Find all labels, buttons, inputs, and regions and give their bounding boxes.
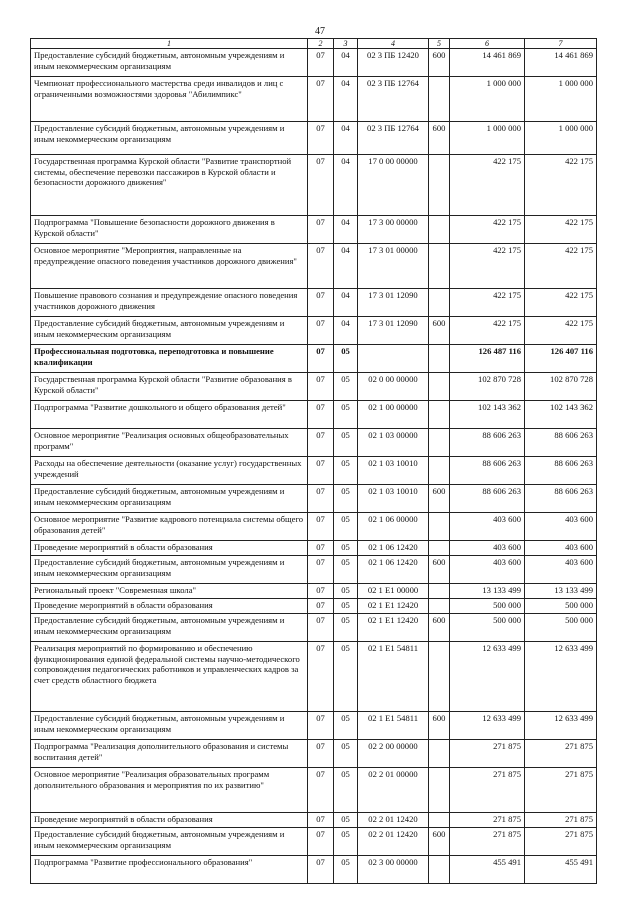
row-name: Подпрограмма "Развитие профессионального образования" — [31, 856, 308, 884]
row-expense-type: 600 — [429, 317, 450, 345]
row-target-code: 02 3 ПБ 12420 — [358, 49, 429, 77]
row-name: Предоставление субсидий бюджетным, автономным учреждениям и иным некоммерческим организациям — [31, 556, 308, 584]
row-expense-type — [429, 584, 450, 599]
column-header: 5 — [429, 39, 450, 49]
row-name: Основное мероприятие "Реализация образовательных программ дополнительного образования и мероприятия по их развитию" — [31, 768, 308, 813]
row-amount-year-1: 88 606 263 — [450, 457, 525, 485]
column-header: 6 — [450, 39, 525, 49]
row-amount-year-1: 403 600 — [450, 541, 525, 556]
row-section: 07 — [308, 345, 334, 373]
row-target-code: 17 3 00 00000 — [358, 216, 429, 244]
row-amount-year-2: 271 875 — [525, 813, 597, 828]
row-expense-type — [429, 345, 450, 373]
table-row — [31, 599, 597, 614]
row-expense-type — [429, 289, 450, 317]
row-subsection: 05 — [334, 457, 358, 485]
row-subsection: 05 — [334, 642, 358, 712]
row-section: 07 — [308, 457, 334, 485]
row-target-code: 02 1 E1 54811 — [358, 642, 429, 712]
row-section: 07 — [308, 216, 334, 244]
row-amount-year-2: 455 491 — [525, 856, 597, 884]
row-amount-year-1: 403 600 — [450, 513, 525, 541]
row-target-code: 02 1 06 12420 — [358, 556, 429, 584]
row-amount-year-2: 88 606 263 — [525, 485, 597, 513]
row-amount-year-2: 88 606 263 — [525, 429, 597, 457]
row-amount-year-2: 102 870 728 — [525, 373, 597, 401]
row-name: Предоставление субсидий бюджетным, автономным учреждениям и иным некоммерческим организациям — [31, 712, 308, 740]
row-amount-year-1: 12 633 499 — [450, 712, 525, 740]
page-number: 47 — [315, 26, 325, 37]
table-row — [31, 813, 597, 828]
row-subsection: 04 — [334, 244, 358, 289]
row-expense-type — [429, 401, 450, 429]
row-amount-year-1: 126 487 116 — [450, 345, 525, 373]
row-target-code: 02 0 00 00000 — [358, 373, 429, 401]
table-row — [31, 289, 597, 317]
row-amount-year-1: 102 870 728 — [450, 373, 525, 401]
row-amount-year-1: 422 175 — [450, 244, 525, 289]
row-section: 07 — [308, 373, 334, 401]
row-section: 07 — [308, 77, 334, 122]
row-subsection: 05 — [334, 556, 358, 584]
row-amount-year-1: 455 491 — [450, 856, 525, 884]
table-row — [31, 642, 597, 712]
row-subsection: 05 — [334, 828, 358, 856]
row-expense-type: 600 — [429, 614, 450, 642]
row-subsection: 04 — [334, 289, 358, 317]
row-subsection: 04 — [334, 122, 358, 155]
row-expense-type — [429, 599, 450, 614]
row-target-code: 02 2 00 00000 — [358, 740, 429, 768]
row-target-code: 02 2 01 00000 — [358, 768, 429, 813]
row-name: Предоставление субсидий бюджетным, автономным учреждениям и иным некоммерческим организациям — [31, 49, 308, 77]
row-section: 07 — [308, 813, 334, 828]
table-row — [31, 457, 597, 485]
row-amount-year-2: 271 875 — [525, 768, 597, 813]
row-target-code: 02 1 03 10010 — [358, 457, 429, 485]
row-name: Расходы на обеспечение деятельности (оказание услуг) государственных учреждений — [31, 457, 308, 485]
budget-table — [30, 38, 597, 884]
row-target-code: 17 3 01 00000 — [358, 244, 429, 289]
row-expense-type — [429, 513, 450, 541]
row-amount-year-2: 422 175 — [525, 216, 597, 244]
row-name: Подпрограмма "Развитие дошкольного и общего образования детей" — [31, 401, 308, 429]
row-subsection: 05 — [334, 429, 358, 457]
row-section: 07 — [308, 712, 334, 740]
row-amount-year-2: 88 606 263 — [525, 457, 597, 485]
row-target-code: 02 3 ПБ 12764 — [358, 77, 429, 122]
row-subsection: 04 — [334, 49, 358, 77]
row-subsection: 05 — [334, 614, 358, 642]
row-target-code: 02 3 00 00000 — [358, 856, 429, 884]
row-expense-type: 600 — [429, 828, 450, 856]
row-subsection: 05 — [334, 712, 358, 740]
row-subsection: 05 — [334, 584, 358, 599]
row-amount-year-2: 12 633 499 — [525, 642, 597, 712]
table-row — [31, 401, 597, 429]
row-amount-year-2: 12 633 499 — [525, 712, 597, 740]
row-name: Реализация мероприятий по формированию и обеспечению функционирования единой федеральной системы научно-методического сопровождения педагогических работников и управленческих кадров за счет средств областного бюджета — [31, 642, 308, 712]
row-section: 07 — [308, 513, 334, 541]
row-amount-year-1: 13 133 499 — [450, 584, 525, 599]
row-name: Основное мероприятие "Развитие кадрового потенциала системы общего образования детей" — [31, 513, 308, 541]
row-expense-type — [429, 740, 450, 768]
row-amount-year-1: 500 000 — [450, 599, 525, 614]
row-expense-type — [429, 541, 450, 556]
row-subsection: 04 — [334, 216, 358, 244]
table-row — [31, 345, 597, 373]
row-section: 07 — [308, 317, 334, 345]
row-expense-type — [429, 856, 450, 884]
row-name: Чемпионат профессионального мастерства среди инвалидов и лиц с ограниченными возможностями здоровья "Абилимпикс" — [31, 77, 308, 122]
row-amount-year-2: 500 000 — [525, 614, 597, 642]
row-subsection: 05 — [334, 345, 358, 373]
row-amount-year-1: 88 606 263 — [450, 485, 525, 513]
row-expense-type — [429, 813, 450, 828]
row-target-code: 02 2 01 12420 — [358, 813, 429, 828]
row-name: Проведение мероприятий в области образования — [31, 541, 308, 556]
row-section: 07 — [308, 429, 334, 457]
row-target-code: 02 1 E1 12420 — [358, 614, 429, 642]
row-section: 07 — [308, 614, 334, 642]
row-section: 07 — [308, 155, 334, 216]
table-row — [31, 740, 597, 768]
table-row — [31, 712, 597, 740]
row-section: 07 — [308, 122, 334, 155]
row-section: 07 — [308, 244, 334, 289]
row-expense-type: 600 — [429, 49, 450, 77]
row-subsection: 05 — [334, 541, 358, 556]
row-name: Профессиональная подготовка, переподготовка и повышение квалификации — [31, 345, 308, 373]
row-amount-year-1: 271 875 — [450, 740, 525, 768]
table-row — [31, 244, 597, 289]
row-name: Проведение мероприятий в области образования — [31, 813, 308, 828]
row-amount-year-1: 422 175 — [450, 216, 525, 244]
table-row — [31, 317, 597, 345]
row-name: Проведение мероприятий в области образования — [31, 599, 308, 614]
row-expense-type — [429, 77, 450, 122]
row-target-code: 02 1 E1 00000 — [358, 584, 429, 599]
table-header-row — [31, 39, 597, 49]
row-section: 07 — [308, 556, 334, 584]
row-name: Предоставление субсидий бюджетным, автономным учреждениям и иным некоммерческим организациям — [31, 317, 308, 345]
row-amount-year-2: 126 407 116 — [525, 345, 597, 373]
row-amount-year-2: 271 875 — [525, 740, 597, 768]
row-expense-type — [429, 642, 450, 712]
row-subsection: 05 — [334, 513, 358, 541]
row-target-code: 17 0 00 00000 — [358, 155, 429, 216]
row-amount-year-1: 88 606 263 — [450, 429, 525, 457]
row-amount-year-2: 1 000 000 — [525, 122, 597, 155]
row-target-code: 17 3 01 12090 — [358, 317, 429, 345]
table-row — [31, 856, 597, 884]
row-expense-type: 600 — [429, 122, 450, 155]
row-expense-type: 600 — [429, 485, 450, 513]
row-amount-year-1: 271 875 — [450, 768, 525, 813]
row-expense-type — [429, 216, 450, 244]
table-row — [31, 485, 597, 513]
row-amount-year-1: 1 000 000 — [450, 122, 525, 155]
table-row — [31, 49, 597, 77]
row-section: 07 — [308, 856, 334, 884]
row-amount-year-2: 422 175 — [525, 155, 597, 216]
row-amount-year-2: 422 175 — [525, 289, 597, 317]
row-expense-type — [429, 457, 450, 485]
row-amount-year-2: 13 133 499 — [525, 584, 597, 599]
table-body — [31, 49, 597, 884]
row-name: Предоставление субсидий бюджетным, автономным учреждениям и иным некоммерческим организациям — [31, 614, 308, 642]
table-row — [31, 373, 597, 401]
row-expense-type — [429, 768, 450, 813]
row-name: Предоставление субсидий бюджетным, автономным учреждениям и иным некоммерческим организациям — [31, 485, 308, 513]
row-target-code: 02 1 06 12420 — [358, 541, 429, 556]
row-name: Предоставление субсидий бюджетным, автономным учреждениям и иным некоммерческим организациям — [31, 828, 308, 856]
row-target-code: 02 1 E1 54811 — [358, 712, 429, 740]
row-name: Основное мероприятие "Мероприятия, направленные на предупреждение опасного поведения участников дорожного движения" — [31, 244, 308, 289]
row-amount-year-2: 271 875 — [525, 828, 597, 856]
row-subsection: 05 — [334, 373, 358, 401]
row-expense-type: 600 — [429, 556, 450, 584]
row-amount-year-2: 422 175 — [525, 244, 597, 289]
column-header: 1 — [31, 39, 308, 49]
row-target-code: 17 3 01 12090 — [358, 289, 429, 317]
row-amount-year-1: 422 175 — [450, 317, 525, 345]
table-row — [31, 828, 597, 856]
row-amount-year-2: 422 175 — [525, 317, 597, 345]
row-subsection: 05 — [334, 485, 358, 513]
table-row — [31, 155, 597, 216]
row-amount-year-2: 102 143 362 — [525, 401, 597, 429]
row-subsection: 04 — [334, 77, 358, 122]
table-row — [31, 614, 597, 642]
row-expense-type — [429, 155, 450, 216]
row-section: 07 — [308, 289, 334, 317]
row-name: Повышение правового сознания и предупреждение опасного поведения участников дорожного движения — [31, 289, 308, 317]
row-amount-year-1: 271 875 — [450, 813, 525, 828]
row-amount-year-1: 12 633 499 — [450, 642, 525, 712]
row-name: Подпрограмма "Реализация дополнительного образования и системы воспитания детей" — [31, 740, 308, 768]
row-amount-year-1: 102 143 362 — [450, 401, 525, 429]
row-target-code: 02 2 01 12420 — [358, 828, 429, 856]
row-amount-year-1: 271 875 — [450, 828, 525, 856]
row-amount-year-2: 1 000 000 — [525, 77, 597, 122]
table-row — [31, 513, 597, 541]
row-section: 07 — [308, 599, 334, 614]
row-subsection: 04 — [334, 317, 358, 345]
row-subsection: 05 — [334, 813, 358, 828]
row-target-code: 02 1 03 00000 — [358, 429, 429, 457]
row-name: Основное мероприятие "Реализация основных общеобразовательных программ" — [31, 429, 308, 457]
row-section: 07 — [308, 485, 334, 513]
row-name: Государственная программа Курской области "Развитие образования в Курской области" — [31, 373, 308, 401]
row-section: 07 — [308, 768, 334, 813]
row-amount-year-1: 500 000 — [450, 614, 525, 642]
table-row — [31, 429, 597, 457]
row-section: 07 — [308, 584, 334, 599]
row-name: Предоставление субсидий бюджетным, автономным учреждениям и иным некоммерческим организациям — [31, 122, 308, 155]
row-expense-type: 600 — [429, 712, 450, 740]
column-header: 4 — [358, 39, 429, 49]
row-amount-year-1: 14 461 869 — [450, 49, 525, 77]
row-section: 07 — [308, 828, 334, 856]
column-header: 3 — [334, 39, 358, 49]
row-subsection: 04 — [334, 155, 358, 216]
row-target-code: 02 1 E1 12420 — [358, 599, 429, 614]
row-subsection: 05 — [334, 599, 358, 614]
row-amount-year-1: 403 600 — [450, 556, 525, 584]
row-expense-type — [429, 429, 450, 457]
row-target-code: 02 1 03 10010 — [358, 485, 429, 513]
row-name: Подпрограмма "Повышение безопасности дорожного движения в Курской области" — [31, 216, 308, 244]
row-amount-year-2: 500 000 — [525, 599, 597, 614]
row-amount-year-1: 422 175 — [450, 289, 525, 317]
row-amount-year-2: 403 600 — [525, 556, 597, 584]
table-row — [31, 556, 597, 584]
row-subsection: 05 — [334, 401, 358, 429]
row-amount-year-2: 14 461 869 — [525, 49, 597, 77]
row-target-code: 02 1 00 00000 — [358, 401, 429, 429]
row-amount-year-1: 1 000 000 — [450, 77, 525, 122]
row-expense-type — [429, 373, 450, 401]
row-section: 07 — [308, 740, 334, 768]
row-amount-year-2: 403 600 — [525, 541, 597, 556]
table-row — [31, 77, 597, 122]
row-target-code: 02 1 06 00000 — [358, 513, 429, 541]
table-row — [31, 541, 597, 556]
row-target-code — [358, 345, 429, 373]
row-section: 07 — [308, 49, 334, 77]
table-row — [31, 584, 597, 599]
table-row — [31, 122, 597, 155]
row-name: Региональный проект "Современная школа" — [31, 584, 308, 599]
table-row — [31, 216, 597, 244]
column-header: 2 — [308, 39, 334, 49]
row-section: 07 — [308, 642, 334, 712]
row-target-code: 02 3 ПБ 12764 — [358, 122, 429, 155]
row-subsection: 05 — [334, 856, 358, 884]
row-subsection: 05 — [334, 740, 358, 768]
row-section: 07 — [308, 401, 334, 429]
row-section: 07 — [308, 541, 334, 556]
row-subsection: 05 — [334, 768, 358, 813]
row-expense-type — [429, 244, 450, 289]
row-name: Государственная программа Курской области "Развитие транспортной системы, обеспечение перевозки пассажиров в Курской области и безопасности дорожного движения" — [31, 155, 308, 216]
table-row — [31, 768, 597, 813]
row-amount-year-1: 422 175 — [450, 155, 525, 216]
row-amount-year-2: 403 600 — [525, 513, 597, 541]
column-header: 7 — [525, 39, 597, 49]
